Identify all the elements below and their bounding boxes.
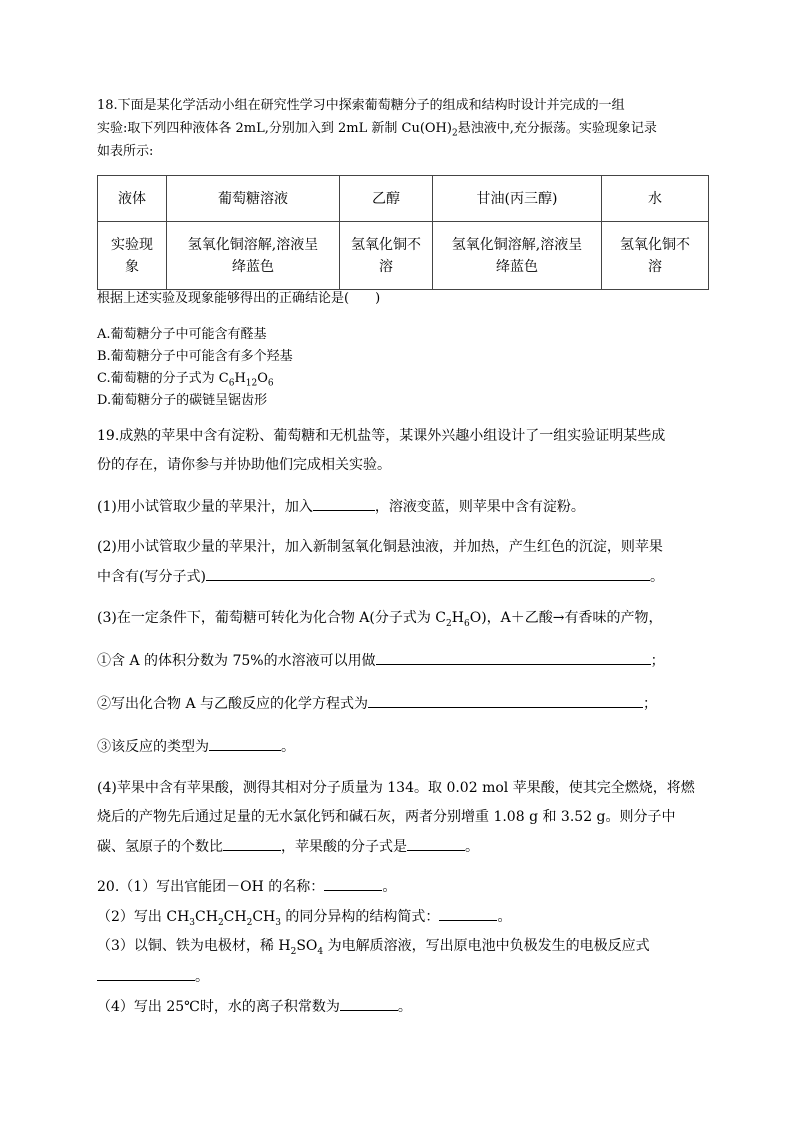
q19-part4-line1: (4)苹果中含有苹果酸，测得其相对分子质量为 134。取 0.02 mol 苹果酸，使其完全燃烧，将燃 (97, 780, 695, 796)
q20-part4-text: （4）写出 25℃时，水的离子积常数为 (97, 999, 340, 1015)
q20-part2 (97, 906, 511, 927)
subscript: 6 (463, 618, 470, 629)
subscript: 2 (246, 917, 253, 928)
q19-part1 (97, 496, 585, 517)
q19-sub3-end: 。 (281, 739, 295, 755)
option-c-o: O (257, 371, 268, 386)
cell-line: 氢氧化铜溶解,溶液呈 (187, 236, 319, 253)
q18-question: 根据上述实验及现象能够得出的正确结论是( ) (97, 291, 381, 306)
cell-line: 绛蓝色 (496, 258, 538, 275)
q19-part4-text-b: ，苹果酸的分子式是 (281, 839, 407, 855)
q19-part3-text: (3)在一定条件下，葡萄糖可转化为化合物 A(分子式为 C (97, 610, 447, 626)
cell-line: 氢氧化铜不 (351, 236, 421, 253)
q20-part3 (97, 936, 650, 956)
q20-part1-text: 20.（1）写出官能团－OH 的名称： (97, 879, 325, 895)
cell-line: 溶 (379, 258, 393, 275)
table-header-cell: 乙醇 (340, 176, 433, 222)
q20-part2-ch: CH (252, 909, 276, 925)
q20-part3-so: SO (296, 938, 318, 954)
q19-sub1 (97, 650, 665, 671)
q19-part3-text-b: )，A＋乙酸→有香味的产物， (481, 610, 663, 626)
answer-blank[interactable] (368, 693, 643, 708)
q19-sub3 (97, 736, 295, 757)
subscript: 12 (245, 378, 258, 389)
cell-line: 实验现 (111, 236, 153, 253)
q19-sub1-text: ①含 A 的体积分数为 75%的水溶液可以用做 (97, 653, 376, 669)
answer-blank[interactable] (209, 736, 281, 751)
cell-line: 氢氧化铜不 (620, 236, 690, 253)
subscript: 2 (446, 618, 452, 629)
q20-part1 (97, 876, 396, 897)
answer-blank[interactable] (340, 996, 398, 1011)
q18-line2-sub: 2 (451, 128, 458, 139)
answer-blank[interactable] (223, 836, 281, 851)
table-header-cell: 甘油(丙三醇) (433, 176, 602, 222)
q20-part2-text: （2）写出 CH (97, 909, 190, 925)
subscript: 2 (290, 946, 297, 957)
option-c-text: C.葡萄糖的分子式为 C (97, 371, 229, 386)
q18-option-d: D.葡萄糖分子的碳链呈锯齿形 (97, 393, 268, 408)
q19-part4-line2: 烧后的产物先后通过足量的无水氯化钙和碱石灰，两者分别增重 1.08 g 和 3.52 g。则分子中 (97, 809, 676, 825)
subscript: 6 (228, 378, 235, 389)
q19-part4-end: 。 (465, 839, 479, 855)
q19-part2-line1: (2)用小试管取少量的苹果汁，加入新制氢氧化铜悬浊液，并加热，产生红色的沉淀，则苹果 (97, 539, 663, 555)
table-header-row (98, 176, 709, 222)
table-row-label (98, 222, 167, 290)
cell-line: 象 (125, 258, 139, 275)
answer-blank[interactable] (97, 966, 195, 981)
q19-sub2-text: ②写出化合物 A 与乙酸反应的化学方程式为 (97, 696, 369, 712)
q20-part1-end: 。 (382, 879, 397, 895)
q19-intro-2: 份的存在，请你参与并协助他们完成相关实验。 (97, 457, 391, 473)
q19-intro-1: 19.成熟的苹果中含有淀粉、葡萄糖和无机盐等，某课外兴趣小组设计了一组实验证明某些成 (97, 428, 666, 444)
q20-part4-end: 。 (397, 999, 412, 1015)
cell-line: 氢氧化铜溶解,溶液呈 (451, 236, 583, 253)
table-cell (602, 222, 709, 290)
q20-part3-text-b: 为电解质溶液，写出原电池中负极发生的电极反应式 (323, 938, 650, 954)
subscript: 6 (267, 378, 274, 389)
q20-part2-ch: CH (223, 909, 247, 925)
q19-part2-end: 。 (649, 569, 664, 585)
table-cell (433, 222, 602, 290)
cell-line: 溶 (648, 258, 662, 275)
answer-blank[interactable] (313, 496, 375, 511)
answer-blank[interactable] (439, 906, 497, 921)
q19-part3 (97, 608, 663, 628)
subscript: 4 (317, 946, 324, 957)
table-cell (340, 222, 433, 290)
q19-part3-o: O (469, 610, 482, 626)
experiment-table (97, 175, 709, 290)
q19-sub2-end: ； (643, 696, 658, 712)
q19-part2-line2 (97, 566, 664, 587)
q19-sub3-text: ③该反应的类型为 (97, 739, 209, 755)
q19-part4-text: 碳、氢原子的个数比 (97, 839, 223, 855)
table-header-cell: 液体 (98, 176, 167, 222)
subscript: 3 (275, 917, 281, 928)
q20-part2-ch: CH (195, 909, 218, 925)
q18-line3: 如表所示: (97, 144, 154, 159)
q18-line2-text: 实验:取下列四种液体各 2mL,分别加入到 2mL 新制 Cu(OH) (97, 121, 452, 136)
q18-line1: 18.下面是某化学活动小组在研究性学习中探索葡萄糖分子的组成和结构时设计并完成的一组 (97, 98, 625, 113)
q20-part2-end: 。 (497, 909, 512, 925)
table-header-cell: 水 (602, 176, 709, 222)
answer-blank[interactable] (407, 836, 465, 851)
q19-part1-text-b: ，溶液变蓝，则苹果中含有淀粉。 (374, 499, 585, 515)
q19-part3-h: H (451, 610, 464, 626)
q19-part1-text: (1)用小试管取少量的苹果汁，加入 (97, 499, 313, 515)
answer-blank[interactable] (206, 566, 650, 581)
q20-part4 (97, 996, 412, 1017)
table-row (98, 222, 709, 290)
subscript: 2 (217, 917, 224, 928)
q18-option-a: A.葡萄糖分子中可能含有醛基 (97, 327, 267, 342)
q19-part2-text: 中含有(写分子式) (97, 569, 206, 585)
q18-line2-text-b: 悬浊液中,充分振荡。实验现象记录 (457, 121, 657, 136)
table-header-cell: 葡萄糖溶液 (167, 176, 340, 222)
answer-blank[interactable] (376, 650, 651, 665)
option-c-h: H (234, 371, 246, 386)
q18-option-c (97, 369, 274, 389)
q18-line2 (97, 119, 657, 139)
q20-part3-line2 (97, 966, 209, 987)
table-cell (167, 222, 340, 290)
q18-option-b: B.葡萄糖分子中可能含有多个羟基 (97, 349, 293, 364)
q20-part3-end: 。 (195, 969, 209, 985)
answer-blank[interactable] (324, 876, 382, 891)
q19-part4-line3 (97, 836, 479, 857)
q20-part3-text: （3）以铜、铁为电极材，稀 H (97, 938, 291, 954)
q20-part2-text-b: 的同分异构的结构简式： (280, 909, 440, 925)
subscript: 3 (189, 917, 196, 928)
q19-sub2 (97, 693, 657, 714)
cell-line: 绛蓝色 (232, 258, 274, 275)
q19-sub1-end: ； (650, 653, 665, 669)
